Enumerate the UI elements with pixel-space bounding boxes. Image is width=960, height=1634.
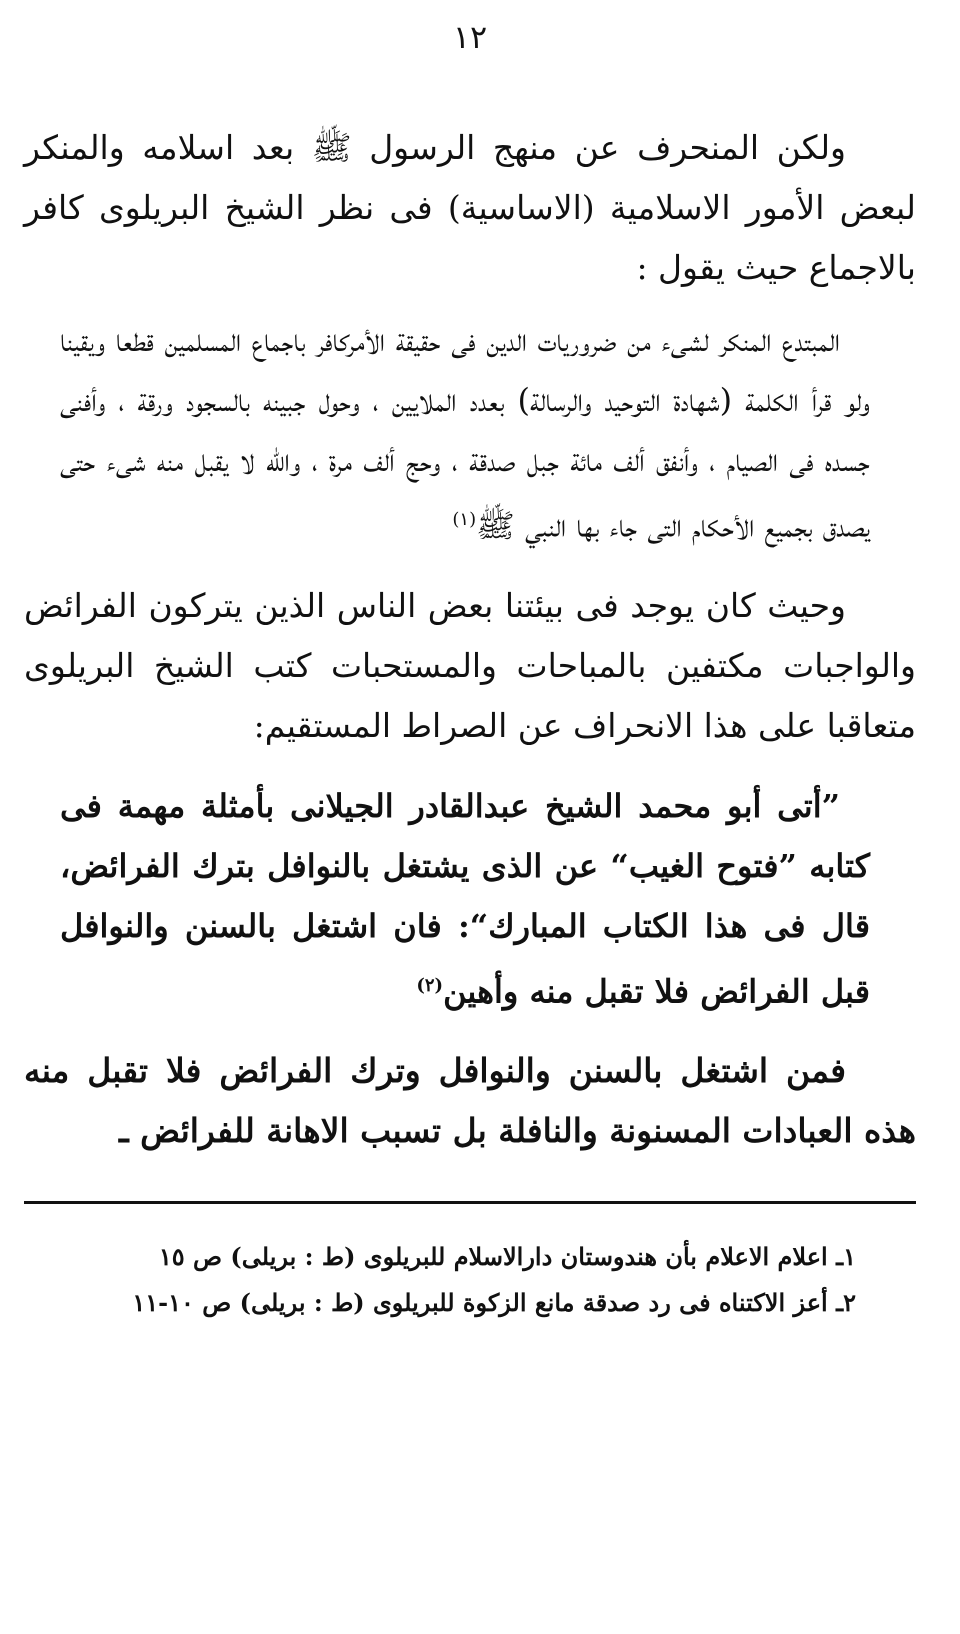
page-number: ١٢ [452, 18, 488, 56]
paragraph-2: وحيث كان يوجد فى بيئتنا بعض الناس الذين يتركون الفرائض والواجبات مكتفين بالمباحات والمستحبات كتب الشيخ البريلوى متعاقبا على هذا الانحراف عن الصراط المستقيم: [24, 585, 916, 745]
quote-block-1 [24, 310, 916, 556]
paragraph-3: فمن اشتغل بالسنن والنوافل وترك الفرائض فلا تقبل منه هذه العبادات المسنونة والنافلة بل تسبب الاهانة للفرائض ـ [24, 1051, 916, 1151]
footnote-2: ٢ـ أعز الاكتناه فى رد صدقة مانع الزكوة للبريلوى (ط : بريلى) ص ١٠-١١ [132, 1288, 856, 1318]
footnote-ref-2: (٢) [416, 974, 444, 996]
quote-block-2 [24, 776, 916, 1022]
footnote-ref-1: (١) [452, 509, 477, 530]
quote-2-text: ”أتى أبو محمد الشيخ عبدالقادر الجيلانى بأمثلة مهمة فى كتابه ”فتوح الغيب“ عن الذى يشتغل بالنوافل بترك الفرائض، قال فى هذا الكتاب المبارك“: فان اشتغل بالسنن والنوافل قبل الفرائض فلا تقبل منه وأهين [60, 786, 870, 1011]
footnotes [24, 1234, 916, 1326]
paragraph-intro: ولكن المنحرف عن منهج الرسول ﷺ بعد اسلامه والمنكر لبعض الأمور الاسلامية (الاساسية) فى نظر الشيخ البريلوى كافر بالاجماع حيث يقول : [24, 128, 916, 287]
footnote-1: ١ـ اعلام الاعلام بأن هندوستان دارالاسلام للبريلوى (ط : بريلى) ص ١٥ [158, 1242, 856, 1272]
quote-1-text: المبتدع المنكر لشىء من ضروريات الدين فى حقيقة الأمركافر باجماع المسلمين قطعا ويقينا ولو قرأ الكلمة (شهادة التوحيد والرسالة) بعدد الملايين ، وحول جبينه بالسجود ورقة ، وأفنى جسده فى الصيام ، وأنفق ألف مائة جبل صدقة ، وحج ألف مرة ، والله لا يقبل منه شىء حتى يصدق بجميع الأحكام التى جاء بها النبي ﷺ [60, 321, 870, 545]
footnote-divider [24, 1201, 916, 1204]
